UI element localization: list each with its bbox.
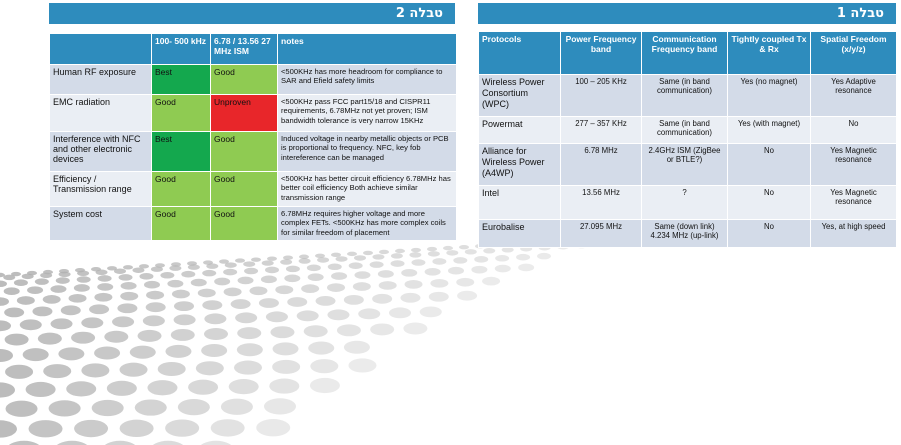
decorative-dot	[256, 419, 290, 436]
decorative-dot	[411, 259, 425, 266]
protocol-name: Eurobalise	[479, 220, 561, 248]
coupled-cell: No	[728, 220, 811, 248]
table-row	[479, 220, 897, 248]
decorative-dot	[308, 342, 334, 355]
decorative-dot	[304, 325, 328, 337]
decorative-dot	[50, 285, 66, 293]
header-low-frequency: 100- 500 kHz	[152, 34, 211, 65]
decorative-dot	[5, 365, 33, 379]
decorative-dot	[40, 273, 52, 278]
notes-cell: Induced voltage in nearby metallic objects or PCB is proportional to frequency. NFC, key fob intereference can be managed	[278, 132, 457, 172]
decorative-dot	[474, 256, 488, 263]
decorative-dot	[224, 288, 242, 297]
decorative-dot	[174, 301, 194, 311]
decorative-dot	[77, 276, 91, 283]
decorative-dot	[275, 285, 293, 294]
decorative-dot	[370, 261, 384, 268]
decorative-dot	[130, 346, 156, 359]
power-band-cell: 13.56 MHz	[561, 186, 642, 220]
decorative-dot	[347, 252, 357, 256]
decorative-dot	[348, 358, 376, 372]
table-row	[50, 207, 457, 241]
decorative-dot	[158, 362, 186, 376]
decorative-dot	[38, 333, 62, 345]
table-row	[479, 186, 897, 220]
table-1-title: טבלה 1	[836, 6, 884, 21]
decorative-dot	[244, 268, 258, 275]
decorative-dot	[120, 420, 154, 437]
decorative-dot	[94, 293, 112, 302]
decorative-dot	[287, 297, 307, 307]
decorative-dot	[280, 259, 292, 264]
decorative-dot	[237, 327, 261, 339]
table-1-title-banner	[478, 3, 896, 24]
decorative-dot	[354, 255, 366, 260]
decorative-dot	[372, 294, 392, 304]
rating-cell: Good	[152, 95, 211, 132]
decorative-dot	[427, 247, 437, 251]
decorative-dot	[353, 282, 371, 291]
decorative-dot	[378, 270, 394, 278]
decorative-dot	[425, 268, 441, 276]
decorative-dot	[266, 311, 288, 322]
decorative-dot	[286, 266, 300, 273]
decorative-dot	[391, 260, 405, 267]
decorative-dot	[459, 245, 469, 249]
decorative-dot	[331, 253, 341, 257]
rating-cell: Good	[211, 172, 278, 207]
decorative-dot	[363, 251, 373, 255]
decorative-dot	[132, 267, 144, 272]
table-header-row	[50, 34, 457, 65]
decorative-dot	[265, 267, 279, 274]
decorative-dot	[235, 258, 245, 262]
decorative-dot	[121, 282, 137, 290]
decorative-dot	[401, 269, 417, 277]
decorative-dot	[273, 342, 299, 355]
decorative-dot	[316, 296, 336, 306]
decorative-dot	[56, 277, 70, 284]
spatial-cell: Yes Magnetic resonance	[811, 186, 897, 220]
decorative-dot	[144, 281, 160, 289]
notes-cell: <500KHz has better circuit efficiency 6.78MHz has better coil efficiency Both achieve similar transmission range	[278, 172, 457, 207]
decorative-dot	[229, 379, 259, 394]
decorative-dot	[81, 363, 109, 377]
spatial-cell: Yes, at high speed	[811, 220, 897, 248]
decorative-dot	[432, 258, 446, 265]
spatial-cell: Yes Adaptive resonance	[811, 75, 897, 117]
decorative-dot	[0, 280, 7, 287]
decorative-dot	[17, 296, 35, 305]
decorative-dot	[456, 278, 474, 287]
decorative-dot	[448, 267, 464, 275]
decorative-dot	[139, 273, 153, 280]
decorative-dot	[453, 257, 467, 264]
decorative-dot	[395, 249, 405, 253]
decorative-dot	[225, 262, 237, 267]
decorative-dot	[104, 331, 128, 343]
table-row	[50, 132, 457, 172]
decorative-dot	[4, 308, 24, 318]
rating-cell: Good	[152, 207, 211, 241]
decorative-dot	[372, 254, 384, 259]
decorative-dot	[267, 256, 277, 260]
row-label: EMC radiation	[50, 95, 152, 132]
decorative-dot	[370, 323, 394, 335]
decorative-dot	[344, 341, 370, 354]
rating-cell: Good	[211, 65, 278, 95]
decorative-dot	[29, 420, 63, 437]
decorative-dot	[495, 255, 509, 262]
decorative-dot	[71, 332, 95, 344]
header-spatial: Spatial Freedom (x/y/z)	[811, 32, 897, 75]
decorative-dot	[181, 271, 195, 278]
decorative-dot	[202, 300, 222, 310]
decorative-dot	[51, 318, 73, 329]
decorative-dot	[349, 262, 363, 269]
decorative-dot	[238, 277, 254, 285]
rating-cell: Good	[211, 207, 278, 241]
decorative-dot	[518, 264, 534, 272]
decorative-dot	[389, 307, 411, 318]
decorative-dot	[482, 277, 500, 286]
decorative-dot	[94, 346, 120, 359]
decorative-dot	[495, 265, 511, 273]
decorative-dot	[102, 441, 138, 445]
table-header-row	[479, 32, 897, 75]
decorative-dot	[428, 251, 440, 256]
protocol-name: Powermat	[479, 117, 561, 144]
decorative-dot	[301, 284, 319, 293]
decorative-dot	[483, 248, 495, 253]
decorative-dot	[74, 420, 108, 437]
protocols-table	[478, 31, 897, 248]
decorative-dot	[231, 299, 251, 309]
coupled-cell: No	[728, 186, 811, 220]
table-2-title-banner	[49, 3, 455, 24]
decorative-dot	[22, 274, 34, 279]
decorative-dot	[443, 246, 453, 250]
decorative-dot	[146, 302, 166, 312]
decorative-dot	[61, 305, 81, 315]
decorative-dot	[191, 279, 207, 287]
header-cell	[50, 34, 152, 65]
table-2-title: טבלה 2	[395, 6, 443, 21]
comm-band-cell: Same (in band communication)	[642, 75, 728, 117]
decorative-dot	[327, 309, 349, 320]
decorative-dot	[66, 381, 96, 396]
rating-cell: Good	[211, 132, 278, 172]
decorative-dot	[270, 326, 294, 338]
rating-cell: Good	[152, 172, 211, 207]
decorative-dot	[151, 266, 163, 271]
decorative-dot	[537, 253, 551, 260]
decorative-dot	[49, 400, 81, 416]
decorative-dot	[310, 378, 340, 393]
decorative-dot	[89, 304, 109, 314]
power-band-cell: 100 – 205 KHz	[561, 75, 642, 117]
decorative-dot	[169, 265, 181, 270]
table-row	[479, 117, 897, 144]
decorative-dot	[379, 250, 389, 254]
decorative-dot	[167, 280, 183, 288]
decorative-dot	[112, 316, 134, 327]
decorative-dot	[107, 381, 137, 396]
decorative-dot	[165, 419, 199, 436]
decorative-dot	[123, 265, 133, 269]
decorative-dot	[251, 257, 261, 261]
decorative-dot	[261, 276, 277, 284]
decorative-dot	[516, 254, 530, 261]
coupled-cell: Yes (no magnet)	[728, 75, 811, 117]
header-power-band: Power Frequency band	[561, 32, 642, 75]
decorative-dot	[92, 400, 124, 416]
decorative-dot	[308, 273, 324, 281]
decorative-dot	[114, 269, 126, 274]
decorative-dot	[411, 248, 421, 252]
decorative-dot	[379, 281, 397, 290]
decorative-dot	[27, 286, 43, 294]
protocol-name: Wireless Power Consortium (WPC)	[479, 75, 561, 117]
decorative-dot	[446, 250, 458, 255]
protocol-name: Alliance for Wireless Power (A4WP)	[479, 144, 561, 186]
decorative-dot	[0, 349, 13, 362]
decorative-dot	[97, 283, 113, 291]
power-band-cell: 27.095 MHz	[561, 220, 642, 248]
decorative-dot	[337, 324, 361, 336]
decorative-dot	[262, 260, 274, 265]
spatial-cell: Yes Magnetic resonance	[811, 144, 897, 186]
decorative-dot	[234, 361, 262, 375]
decorative-dot	[26, 382, 56, 397]
decorative-dot	[235, 312, 257, 323]
decorative-dot	[59, 272, 71, 277]
table-row	[50, 65, 457, 95]
table-row	[50, 172, 457, 207]
decorative-dot	[20, 319, 42, 330]
comm-band-cell: Same (in band communication)	[642, 117, 728, 144]
decorative-dot	[211, 419, 245, 436]
decorative-dot	[0, 297, 9, 306]
decorative-dot	[307, 265, 321, 272]
decorative-dot	[43, 295, 61, 304]
decorative-dot	[35, 278, 49, 285]
comm-band-cell: 2.4GHz ISM (ZigBee or BTLE?)	[642, 144, 728, 186]
header-protocols: Protocols	[479, 32, 561, 75]
decorative-dot	[77, 271, 89, 276]
power-band-cell: 6.78 MHz	[561, 144, 642, 186]
decorative-dot	[198, 441, 234, 445]
decorative-dot	[259, 298, 279, 308]
decorative-dot	[174, 314, 196, 325]
decorative-dot	[317, 257, 329, 262]
decorative-dot	[214, 278, 230, 286]
notes-cell: 6.78MHz requires higher voltage and more complex FETs. <500KHz has more complex coils for similar freedom of placement	[278, 207, 457, 241]
decorative-dot	[331, 272, 347, 280]
decorative-dot	[327, 283, 345, 292]
decorative-dot	[391, 253, 403, 258]
decorative-dot	[344, 295, 364, 305]
decorative-dot	[420, 306, 442, 317]
header-comm-band: Communication Frequency band	[642, 32, 728, 75]
decorative-dot	[160, 272, 174, 279]
comm-band-cell: ?	[642, 186, 728, 220]
decorative-dot	[269, 378, 299, 393]
decorative-dot	[23, 348, 49, 361]
decorative-dot	[0, 320, 11, 331]
decorative-dot	[138, 330, 162, 342]
decorative-dot	[6, 401, 38, 417]
decorative-dot	[143, 315, 165, 326]
decorative-dot	[0, 382, 15, 397]
decorative-dot	[6, 441, 42, 445]
decorative-dot	[237, 343, 263, 356]
decorative-dot	[188, 264, 200, 269]
decorative-dot	[336, 256, 348, 261]
decorative-dot	[96, 270, 108, 275]
decorative-dot	[297, 310, 319, 321]
decorative-dot	[471, 266, 487, 274]
row-label: Interference with NFC and other electronic devices	[50, 132, 152, 172]
header-notes: notes	[278, 34, 457, 65]
decorative-dot	[188, 380, 218, 395]
comm-band-cell: Same (down link) 4.234 MHz (up-link)	[642, 220, 728, 248]
decorative-dot	[264, 398, 296, 414]
decorative-dot	[14, 279, 28, 286]
decorative-dot	[119, 274, 133, 281]
decorative-dot	[429, 292, 449, 302]
decorative-dot	[243, 261, 255, 266]
decorative-dot	[430, 279, 448, 288]
decorative-dot	[465, 249, 477, 254]
decorative-dot	[284, 274, 300, 282]
protocol-name: Intel	[479, 186, 561, 220]
notes-cell: <500KHz pass FCC part15/18 and CISPR11 requirements, 6.78MHz not yet proven; ISM bandwidth tolerance is very narrow 15KHz	[278, 95, 457, 132]
decorative-dot	[221, 399, 253, 415]
decorative-dot	[204, 313, 226, 324]
table-row	[479, 75, 897, 117]
decorative-dot	[299, 258, 311, 263]
decorative-dot	[120, 363, 148, 377]
decorative-dot	[4, 287, 20, 295]
decorative-dot	[204, 328, 228, 340]
header-high-frequency: 6.78 / 13.56 27 MHz ISM	[211, 34, 278, 65]
decorative-dot	[32, 306, 52, 316]
decorative-dot	[0, 420, 17, 437]
header-coupled: Tightly coupled Tx & Rx	[728, 32, 811, 75]
decorative-dot	[135, 399, 167, 415]
row-label: Efficiency / Transmission range	[50, 172, 152, 207]
decorative-dot	[310, 359, 338, 373]
decorative-dot	[354, 271, 370, 279]
decorative-dot	[147, 380, 177, 395]
decorative-dot	[58, 347, 84, 360]
decorative-dot	[403, 323, 427, 335]
decorative-dot	[206, 263, 218, 268]
decorative-dot	[400, 293, 420, 303]
decorative-dot	[405, 280, 423, 289]
decorative-dot	[81, 317, 103, 328]
decorative-dot	[117, 303, 137, 313]
spatial-cell: No	[811, 117, 897, 144]
decorative-dot	[172, 290, 190, 299]
decorative-dot	[358, 308, 380, 319]
coupled-cell: Yes (with magnet)	[728, 117, 811, 144]
decorative-dot	[54, 441, 90, 445]
decorative-dot	[201, 344, 227, 357]
decorative-dot	[283, 256, 293, 260]
power-band-cell: 277 – 357 KHz	[561, 117, 642, 144]
decorative-dot	[223, 269, 237, 276]
frequency-comparison-table	[49, 33, 457, 241]
rating-cell: Best	[152, 65, 211, 95]
decorative-dot	[98, 275, 112, 282]
decorative-dot	[146, 291, 164, 300]
decorative-dot	[3, 275, 15, 280]
decorative-dot	[409, 252, 421, 257]
decorative-dot	[196, 361, 224, 375]
decorative-dot	[43, 364, 71, 378]
decorative-dot	[171, 329, 195, 341]
decorative-dot	[249, 286, 267, 295]
decorative-dot	[178, 399, 210, 415]
decorative-dot	[150, 441, 186, 445]
rating-cell: Best	[152, 132, 211, 172]
decorative-dot	[165, 345, 191, 358]
rating-cell: Unproven	[211, 95, 278, 132]
table-row	[50, 95, 457, 132]
coupled-cell: No	[728, 144, 811, 186]
decorative-dot	[120, 292, 138, 301]
decorative-dot	[74, 284, 90, 292]
decorative-dot	[198, 289, 216, 298]
table-row	[479, 144, 897, 186]
row-label: System cost	[50, 207, 152, 241]
decorative-dot	[272, 360, 300, 374]
notes-cell: <500KHz has more headroom for compliance to SAR and Efield safety limits	[278, 65, 457, 95]
decorative-dot	[457, 291, 477, 301]
decorative-dot	[328, 263, 342, 270]
decorative-dot	[69, 294, 87, 303]
decorative-dot	[202, 270, 216, 277]
row-label: Human RF exposure	[50, 65, 152, 95]
decorative-dot	[5, 334, 29, 346]
